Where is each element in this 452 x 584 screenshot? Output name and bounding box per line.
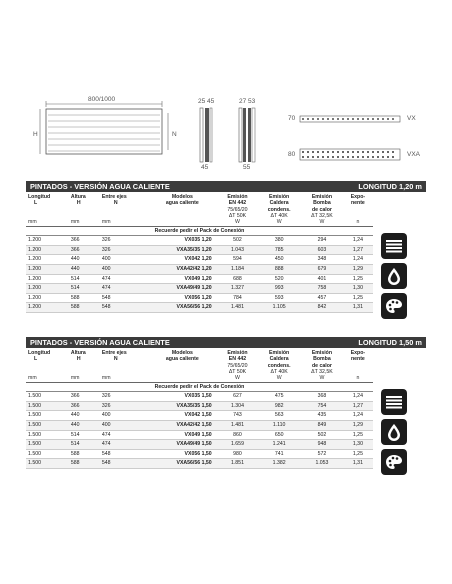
table-cell: 842 <box>301 303 343 313</box>
table-cell: 1.200 <box>26 284 69 294</box>
table-cell: 1.500 <box>26 401 69 411</box>
table-cell: VX042 1,20 <box>147 255 218 265</box>
table-cell: 1.053 <box>301 459 343 469</box>
table-cell: 366 <box>69 245 100 255</box>
table-cell: 440 <box>69 255 100 265</box>
table-cell: 1,27 <box>343 401 373 411</box>
table-cell: 1.184 <box>218 264 258 274</box>
units-row <box>26 375 373 383</box>
table-cell: 849 <box>301 420 343 430</box>
table-cell: 366 <box>69 392 100 402</box>
col-emision-caldera: Emisión Caldera condens. ΔT 40K <box>267 350 291 375</box>
top-view-vx-drawing <box>296 113 406 127</box>
col-exponente: Expo- nente <box>350 350 366 363</box>
table-cell: 1.304 <box>218 401 258 411</box>
unit-cell: mm <box>69 375 100 383</box>
table-cell: 1.043 <box>218 245 258 255</box>
table-cell: 1.110 <box>257 420 301 430</box>
table-cell: VX035 1,50 <box>147 392 218 402</box>
unit-cell: W <box>257 375 301 383</box>
table-cell: 1,30 <box>343 440 373 450</box>
table-cell: 563 <box>257 411 301 421</box>
table-cell: 1,25 <box>343 274 373 284</box>
front-height-label: H <box>33 131 38 138</box>
side-view-vx-top-label: 25 45 <box>198 98 215 105</box>
top-view-vxa-label: VXA <box>407 151 421 158</box>
table-row <box>26 264 373 274</box>
table-cell: VXA56/56 1,20 <box>147 303 218 313</box>
table-row <box>26 440 373 450</box>
paint-palette-icon <box>381 293 407 319</box>
table-cell: 588 <box>69 293 100 303</box>
table-cell: 1.327 <box>218 284 258 294</box>
table-cell: 326 <box>100 392 147 402</box>
table-cell: 1,30 <box>343 284 373 294</box>
unit-cell: n <box>343 375 373 383</box>
table-cell: 1.500 <box>26 430 69 440</box>
table-cell: 982 <box>257 401 301 411</box>
unit-cell: W <box>218 375 258 383</box>
unit-cell: mm <box>26 219 69 227</box>
col-altura: Altura H <box>70 350 86 363</box>
table-cell: 1,29 <box>343 420 373 430</box>
table-cell: 688 <box>218 274 258 284</box>
table-cell: 366 <box>69 401 100 411</box>
table-cell: 754 <box>301 401 343 411</box>
table-cell: 440 <box>69 411 100 421</box>
side-view-vxa-bottom-label: 55 <box>243 164 251 171</box>
table-cell: 474 <box>100 274 147 284</box>
unit-cell: W <box>301 219 343 227</box>
col-altura: Altura H <box>70 194 86 207</box>
table-cell: 457 <box>301 293 343 303</box>
table-cell: 1.481 <box>218 420 258 430</box>
table-cell: VXA35/35 1,50 <box>147 401 218 411</box>
table-row <box>26 245 373 255</box>
table-cell: 593 <box>257 293 301 303</box>
table-cell: 1,25 <box>343 430 373 440</box>
table-cell: 594 <box>218 255 258 265</box>
table-cell: 368 <box>301 392 343 402</box>
section-header <box>26 337 426 348</box>
table-cell: 1.500 <box>26 392 69 402</box>
table-cell: 548 <box>100 449 147 459</box>
table-cell: 366 <box>69 236 100 246</box>
front-view-drawing <box>30 96 180 176</box>
table-cell: 679 <box>301 264 343 274</box>
top-view-vx-label: VX <box>407 115 416 122</box>
table-cell: 1,25 <box>343 449 373 459</box>
table-cell: 1.241 <box>257 440 301 450</box>
table-cell: 784 <box>218 293 258 303</box>
pack-note: Recuerde pedir el Pack de Conexión <box>26 383 373 392</box>
table-cell: 348 <box>301 255 343 265</box>
section-length-title: LONGITUD 1,50 m <box>358 338 422 347</box>
table-header-row <box>26 194 373 219</box>
table-cell: 650 <box>257 430 301 440</box>
paint-palette-icon <box>381 449 407 475</box>
table-cell: 1,25 <box>343 293 373 303</box>
table-cell: 1.500 <box>26 459 69 469</box>
table-cell: 993 <box>257 284 301 294</box>
feature-icons <box>381 233 411 323</box>
table-cell: 1.851 <box>218 459 258 469</box>
table-cell: 860 <box>218 430 258 440</box>
section-length-title: LONGITUD 1,20 m <box>358 182 422 191</box>
table-cell: 514 <box>69 440 100 450</box>
unit-cell: W <box>257 219 301 227</box>
table-cell: 1.200 <box>26 274 69 284</box>
table-cell: 514 <box>69 430 100 440</box>
table-cell: 743 <box>218 411 258 421</box>
table-cell: 1,24 <box>343 236 373 246</box>
col-emision-en442: Emisión EN 442 75/65/20 ΔT 50K <box>227 350 248 375</box>
table-cell: 1,24 <box>343 392 373 402</box>
table-row <box>26 411 373 421</box>
table-cell: VX042 1,50 <box>147 411 218 421</box>
table-cell: 758 <box>301 284 343 294</box>
section-header <box>26 181 426 192</box>
radiator-icon <box>381 233 407 259</box>
table-cell: 1,31 <box>343 303 373 313</box>
top-view-vx-dim: 70 <box>288 115 296 122</box>
table-cell: 1.105 <box>257 303 301 313</box>
side-view-vx-drawing <box>196 104 216 166</box>
table-cell: 474 <box>100 440 147 450</box>
col-emision-en442: Emisión EN 442 75/65/20 ΔT 50K <box>227 194 248 219</box>
top-view-vxa-dim: 80 <box>288 151 296 158</box>
table-cell: 948 <box>301 440 343 450</box>
table-cell: 888 <box>257 264 301 274</box>
table-cell: 400 <box>100 264 147 274</box>
table-cell: 1.500 <box>26 420 69 430</box>
side-view-vxa-drawing <box>236 104 258 166</box>
table-cell: 1.659 <box>218 440 258 450</box>
table-cell: VXA42/42 1,20 <box>147 264 218 274</box>
table-row <box>26 236 373 246</box>
table-row <box>26 449 373 459</box>
table-row <box>26 284 373 294</box>
table-cell: 326 <box>100 245 147 255</box>
pack-note-row <box>26 383 373 392</box>
table-cell: 435 <box>301 411 343 421</box>
table-cell: 1.200 <box>26 303 69 313</box>
table-cell: 980 <box>218 449 258 459</box>
water-drop-icon <box>381 263 407 289</box>
table-cell: 326 <box>100 401 147 411</box>
table-cell: 1,31 <box>343 459 373 469</box>
table-cell: 440 <box>69 264 100 274</box>
table-cell: 1.200 <box>26 255 69 265</box>
pack-note: Recuerde pedir el Pack de Conexión <box>26 227 373 236</box>
table-cell: 380 <box>257 236 301 246</box>
table-cell: 520 <box>257 274 301 284</box>
table-cell: 326 <box>100 236 147 246</box>
spec-section <box>26 337 426 487</box>
section-title: PINTADOS - VERSIÓN AGUA CALIENTE <box>30 338 170 347</box>
table-cell: VXA42/42 1,50 <box>147 420 218 430</box>
table-cell: VXA35/35 1,20 <box>147 245 218 255</box>
table-cell: 548 <box>100 303 147 313</box>
table-cell: VXA56/56 1,50 <box>147 459 218 469</box>
table-cell: 1,29 <box>343 264 373 274</box>
table-cell: 588 <box>69 303 100 313</box>
table-cell: 1.481 <box>218 303 258 313</box>
table-cell: 502 <box>218 236 258 246</box>
col-emision-bomba: Emisión Bomba de calor ΔT 32,5K <box>311 350 333 375</box>
table-cell: 440 <box>69 420 100 430</box>
table-cell: 502 <box>301 430 343 440</box>
table-row <box>26 459 373 469</box>
table-cell: 572 <box>301 449 343 459</box>
top-view-vxa-drawing <box>296 147 406 163</box>
table-cell: 450 <box>257 255 301 265</box>
table-cell: 741 <box>257 449 301 459</box>
table-cell: 400 <box>100 420 147 430</box>
table-cell: 1.200 <box>26 264 69 274</box>
unit-cell: mm <box>26 375 69 383</box>
table-cell: 548 <box>100 459 147 469</box>
table-cell: VXA49/49 1,20 <box>147 284 218 294</box>
table-cell: 474 <box>100 284 147 294</box>
table-cell: 1.200 <box>26 293 69 303</box>
col-entre-ejes: Entre ejes N <box>101 194 127 207</box>
spec-table <box>26 350 373 469</box>
table-cell: 603 <box>301 245 343 255</box>
table-cell: 588 <box>69 449 100 459</box>
table-cell: 474 <box>100 430 147 440</box>
table-cell: VXA49/49 1,50 <box>147 440 218 450</box>
col-longitud: Longitud L <box>28 194 51 207</box>
table-cell: VX056 1,20 <box>147 293 218 303</box>
front-width-label: 800/1000 <box>88 96 116 103</box>
units-row <box>26 219 373 227</box>
table-cell: 1.500 <box>26 440 69 450</box>
water-drop-icon <box>381 419 407 445</box>
table-cell: 1.500 <box>26 411 69 421</box>
unit-cell: mm <box>100 375 147 383</box>
table-row <box>26 430 373 440</box>
technical-drawings <box>0 0 452 180</box>
front-n-label: N <box>172 131 177 138</box>
table-cell: 475 <box>257 392 301 402</box>
col-emision-bomba: Emisión Bomba de calor ΔT 32,5K <box>311 194 333 219</box>
table-row <box>26 420 373 430</box>
table-cell: VX035 1,20 <box>147 236 218 246</box>
side-view-vx-bottom-label: 45 <box>201 164 209 171</box>
table-row <box>26 255 373 265</box>
unit-cell: W <box>301 375 343 383</box>
table-cell: VX049 1,20 <box>147 274 218 284</box>
table-cell: 1.200 <box>26 236 69 246</box>
col-longitud: Longitud L <box>28 350 51 363</box>
table-cell: 548 <box>100 293 147 303</box>
pack-note-row <box>26 227 373 236</box>
table-cell: 1,24 <box>343 255 373 265</box>
table-cell: 1,24 <box>343 411 373 421</box>
table-cell: 627 <box>218 392 258 402</box>
table-cell: 514 <box>69 274 100 284</box>
table-cell: 1,27 <box>343 245 373 255</box>
unit-cell: mm <box>100 219 147 227</box>
table-cell: 1.500 <box>26 449 69 459</box>
col-modelos: Modelos agua caliente <box>165 194 199 207</box>
table-header-row <box>26 350 373 375</box>
table-row <box>26 303 373 313</box>
table-row <box>26 274 373 284</box>
feature-icons <box>381 389 411 479</box>
table-cell: VX056 1,50 <box>147 449 218 459</box>
section-title: PINTADOS - VERSIÓN AGUA CALIENTE <box>30 182 170 191</box>
col-exponente: Expo- nente <box>350 194 366 207</box>
unit-cell <box>147 219 218 227</box>
table-row <box>26 293 373 303</box>
table-cell: VX049 1,50 <box>147 430 218 440</box>
table-cell: 1.200 <box>26 245 69 255</box>
table-cell: 514 <box>69 284 100 294</box>
spec-table <box>26 194 373 313</box>
col-modelos: Modelos agua caliente <box>165 350 199 363</box>
spec-section <box>26 181 426 331</box>
unit-cell: n <box>343 219 373 227</box>
table-cell: 785 <box>257 245 301 255</box>
table-cell: 294 <box>301 236 343 246</box>
col-emision-caldera: Emisión Caldera condens. ΔT 40K <box>267 194 291 219</box>
table-cell: 1.382 <box>257 459 301 469</box>
side-view-vxa-top-label: 27 53 <box>239 98 256 105</box>
table-row <box>26 401 373 411</box>
unit-cell <box>147 375 218 383</box>
unit-cell: W <box>218 219 258 227</box>
unit-cell: mm <box>69 219 100 227</box>
table-row <box>26 392 373 402</box>
radiator-icon <box>381 389 407 415</box>
table-cell: 400 <box>100 411 147 421</box>
table-cell: 401 <box>301 274 343 284</box>
col-entre-ejes: Entre ejes N <box>101 350 127 363</box>
table-cell: 400 <box>100 255 147 265</box>
table-cell: 588 <box>69 459 100 469</box>
